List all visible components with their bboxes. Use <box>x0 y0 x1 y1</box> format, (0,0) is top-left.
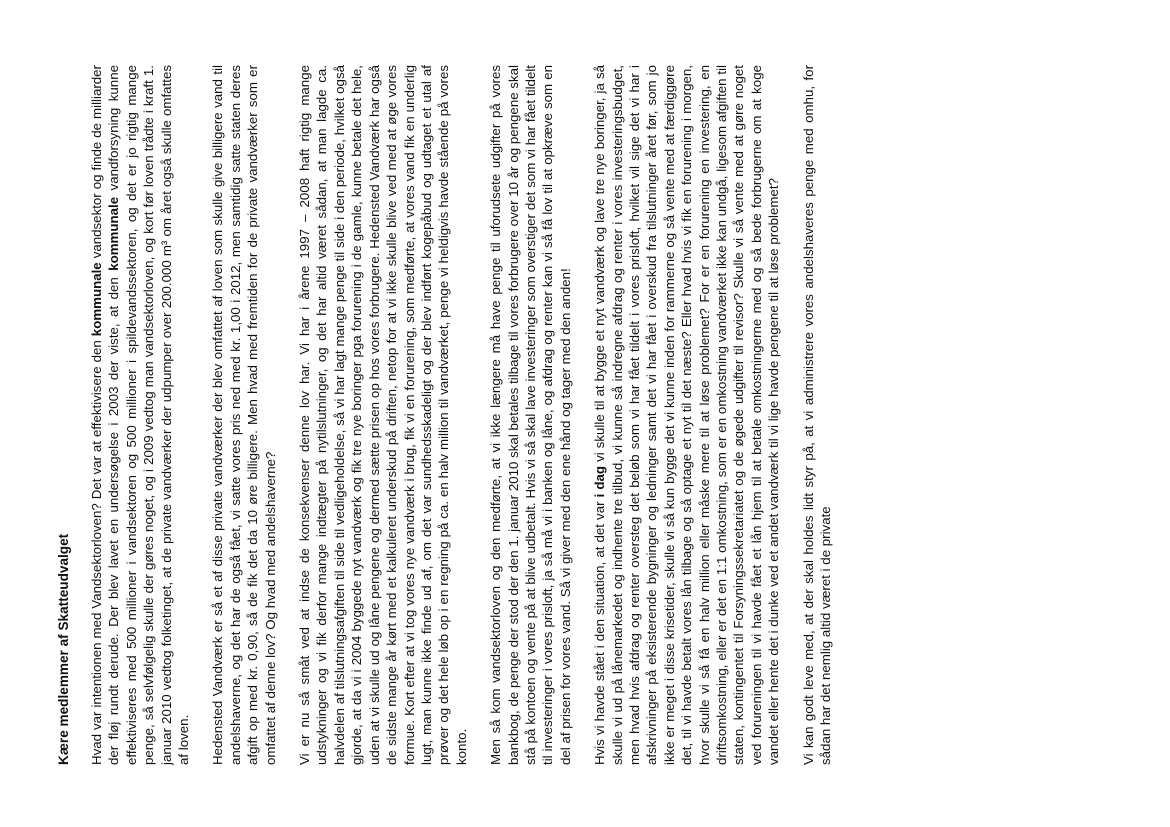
text-run: Vi kan godt leve med, at der skal holdes lidt styr på, at vi administrere vores andelshaveres penge med omhu, for sådan har det nemlig altid været i de private <box>800 65 834 765</box>
text-run: Hvis vi havde stået i den situation, at det var <box>592 497 608 765</box>
paragraph <box>209 65 279 765</box>
text-run: vandsektor og finde de milliarder der fløj rundt derude. Der blev lavet en undersøgelse i 2003 der viste, at den <box>89 65 122 765</box>
letter-title: Kære medlemmer af Skatteudvalget <box>56 533 71 765</box>
bold-text-run: i dag <box>592 466 608 498</box>
paragraph <box>487 65 574 765</box>
paragraph-container <box>88 65 834 765</box>
text-run: Vi er nu så småt ved at indse de konsekvenser denne lov har. Vi har i årene 1997 – 2008 haft rigtig mange udstykninger og vi fik derfor mange indtægter på nytilslutninger, og det har altid været sådan, at man lagde ca. halvdelen af tilslutningsafgiften til side til vedligeholdelse, så vi har lagt mange penge til side i den periode, hvilket også gjorde, at da vi i 2004 byggede nyt vandværk og fik tre nye boringer pga forurening i de gamle, kunne betale det hele, uden at vi skulle ud og låne pengene og dermed sætte prisen op hos vores forbrugere. Hedensted Vandværk har også de sidste mange år kørt med et kalkuleret underskud på driften, netop for at vi ikke skulle blive ved med at øge vores formue. Kort efter at vi tog vores nye vandværk i brug, fik vi en forurening, som medførte, at vores vand fik en underlig lugt, man kunne ikke finde ud af, om det var sundhedsskadeligt og der blev indført kogepåbud og udtaget et utal af prøver og det hele løb op i en regning på ca. en halv million til vandværket, penge vi heldigvis havde stående på vores konto. <box>297 65 469 765</box>
paragraph <box>591 65 782 765</box>
bold-text-run: kommunale <box>89 262 104 337</box>
paragraph <box>800 65 835 765</box>
bold-text-run: kommunale <box>106 196 122 271</box>
text-run: vi skulle til at bygge et nyt vandværk og lave tre nye boringer, ja så skulle vi ud på lånemarkedet og indhente tre tilbud, vi kunne så indregne afdrag og renter i vores investeringsbudget, men hvad hvis afdrag og renter oversteg det beløb som vi har fået tildelt i vores prisloft, hvilket vil sige det vi har i afskrivninger på eksisterende bygninger og ledninger samt det vi har fået i overskud fra tilslutninger året før, som jo ikke er meget i disse krisetider, skulle vi så kun bygge det vi kunne inden for rammerne og så vente med at færdiggøre det, til vi havde betalt vores lån tilbage og så optage et nyt til det næste? Eller hvad hvis vi fik en forurening i morgen, hvor skulle vi så få en halv million eller måske mere til at løse problemet? For er en forurening en investering, en driftsomkostning, eller er det en 1:1 omkostning, som er en omkostning vandværket ikke kan undgå, ligesom afgiften til staten, kontingentet til Forsyningssekretariatet og de øgede udgifter til revisor? Skulle vi så vente med at gøre noget ved forureningen til vi havde fået et lån hjem til at betale omkostningerne med og så bede forbrugerne om at koge vandet eller hente det i dunke ved et andet vandværk til vi lige havde pengene til at løse problemet? <box>592 65 782 765</box>
text-run: Hvad var intentionen med Vandsektorloven? Det var at effektivisere den <box>89 336 104 765</box>
text-run: Men så kom vandsektorloven og den medførte, at vi ikke længere må have penge til uforudsete udgifter på vores bankbog, de penge der stod der den 1. januar 2010 skal betales tilbage til vores forbrugere over 10 år og pengene skal stå på kontoen og vente på at blive udbetalt. Hvis vi så skal lave investeringer som overstiger det som vi har fået tildelt til investeringer i vores prisloft, ja så må vi i banken og låne, og afdrag og renter kan vi så få lov til at opkræve som en del af prisen for vores vand. Så vi giver med den ene hånd og tager med den anden! <box>488 65 573 765</box>
text-run: vandforsyning kunne effektiviseres med 500 millioner i vandsektoren og 500 millioner i spildevandssektoren, og det er jo rigtig mange penge, så selvfølgelig skulle der gøres noget, og i 2009 vedtog man vandsektorloven, og kort før loven trådte i kraft 1. januar 2010 vedtog folketinget, at de private vandværker der udpumper over 200.000 m³ om året også skulle omfattes af loven. <box>106 65 192 765</box>
paragraph <box>296 65 470 765</box>
paragraph <box>88 65 192 765</box>
text-run: Hedensted Vandværk er så et af disse private vandværker der blev omfattet af loven som skulle give billigere vand til andelshaverne, og det har de også fået, vi satte vores pris ned med kr. 1,00 i 2012, men samtidig satte staten deres afgift op med kr. 0,90, så de fik det da 10 øre billigere. Men hvad med fremtiden for de private vandværker som er omfattet af denne lov? Og hvad med andelshaverne? <box>210 65 278 765</box>
letter-body <box>55 65 851 765</box>
